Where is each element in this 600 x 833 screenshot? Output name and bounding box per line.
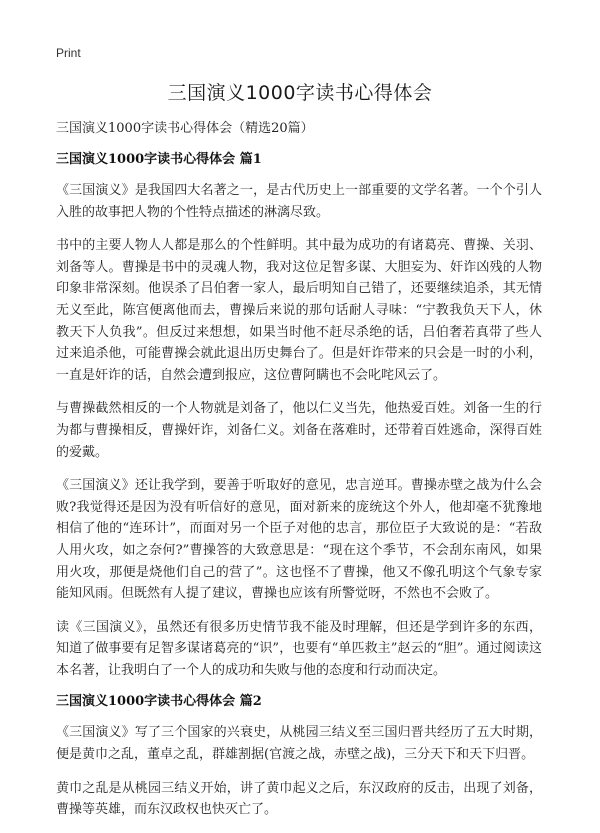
section-heading: 三国演义1000字读书心得体会 篇1: [56, 152, 262, 167]
section-2: [56, 693, 542, 820]
document-body: [56, 120, 542, 833]
paragraph: 与曹操截然相反的一个人物就是刘备了，他以仁义当先，他热爱百姓。刘备一生的行为都与曹操相反，曹操奸诈，刘备仁义。刘备在落难时，还带着百姓逃命，深得百姓的爱戴。: [56, 401, 542, 460]
section-heading: 三国演义1000字读书心得体会 篇2: [56, 694, 262, 710]
section-1: [56, 151, 542, 681]
document-title: 三国演义1000字读书心得体会: [167, 82, 433, 104]
paragraph: 《三国演义》是我国四大名著之一，是古代历史上一部重要的文学名著。一个个引人入胜的故事把人物的个性特点描述的淋漓尽致。: [56, 183, 542, 220]
paragraph: 读《三国演义》，虽然还有很多历史情节我不能及时理解，但还是学到许多的东西，知道了做事要有足智多谋诸葛亮的“识”，也要有“单匹救主”赵云的“胆”。通过阅读这本名著，让我明白了一个人的成功和失败与他的态度和行动而决定。: [56, 619, 542, 678]
print-link[interactable]: Print: [56, 46, 81, 60]
paragraph: 《三国演义》写了三个国家的兴衰史，从桃园三结义至三国归晋共经历了五大时期，便是黄巾之乱，董卓之乱，群雄割据(官渡之战，赤壁之战)，三分天下和天下归晋。: [56, 725, 542, 763]
paragraph: 书中的主要人物人人都是那么的个性鲜明。其中最为成功的有诸葛亮、曹操、关羽、刘备等人。曹操是书中的灵魂人物，我对这位足智多谋、大胆妄为、奸诈凶残的人物印象非常深刻。他误杀了吕伯奢一家人，最后明知自己错了，还要继续追杀，其无情无义至此，陈宫便离他而去，曹操后来说的那句话耐人寻味：“宁教我负天下人，休教天下人负我”。但反过来想想，如果当时他不赶尽杀绝的话，吕伯奢若真带了些人过来追杀他，可能曹操会就此退出历史舞台了。但是奸诈带来的只会是一时的小利，一直是奸诈的话，自然会遭到报应，这位曹阿瞒也不会叱咤风云了。: [56, 238, 542, 383]
paragraph: 黄巾之乱是从桃园三结义开始，讲了黄巾起义之后，东汉政府的反击，出现了刘备，曹操等英雄，而东汉政权也快灭亡了。: [56, 780, 542, 818]
document-subtitle: 三国演义1000字读书心得体会（精选20篇）: [56, 121, 314, 136]
paragraph: 《三国演义》还让我学到，要善于听取好的意见，忠言逆耳。曹操赤壁之战为什么会败?我觉得还是因为没有听信好的意见，面对新来的庞统这个外人，他却毫不犹豫地相信了他的“连环计”，而面对另一个臣子对他的忠言，那位臣子大致说的是：“若敌人用火攻，如之奈何?”曹操答的大致意思是：“现在这个季节，不会刮东南风，如果用火攻，那便是烧他们自己的营了”。这也怪不了曹操，他又不像孔明这个气象专家能知风雨。但既然有人提了建议，曹操也应该有所警觉呀，不然也不会败了。: [56, 478, 542, 602]
